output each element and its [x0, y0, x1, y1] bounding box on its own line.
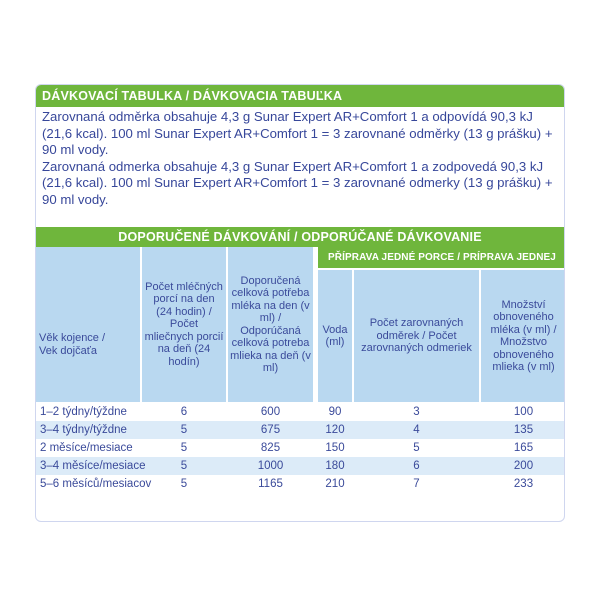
cell-scoops: 3 [413, 406, 420, 418]
cell-volume: 135 [513, 424, 534, 436]
cell-scoops: 6 [413, 460, 420, 472]
cell-feeds: 6 [180, 406, 188, 418]
col-header-volume [481, 270, 565, 402]
cell-water: 120 [325, 424, 345, 436]
table-row [36, 439, 565, 457]
description-block [36, 107, 564, 227]
dosage-table [36, 247, 565, 522]
cell-feeds: 5 [180, 478, 188, 490]
cell-total: 1000 [257, 460, 284, 472]
col-header-feeds [142, 247, 226, 402]
table-row [36, 457, 565, 475]
dosage-table-title: DÁVKOVACÍ TABULKA / DÁVKOVACIA TABUĽKA [36, 85, 564, 107]
cell-feeds: 5 [180, 424, 188, 436]
col-header-water-label: Voda (ml) [322, 323, 348, 348]
cell-scoops: 4 [413, 424, 420, 436]
cell-volume: 200 [513, 460, 534, 472]
dosage-table-panel [35, 84, 565, 522]
preparation-title: PŘÍPRAVA JEDNÉ PORCE / PRÍPRAVA JEDNEJ [318, 247, 565, 268]
table-row [36, 475, 565, 493]
cell-scoops: 5 [413, 442, 420, 454]
col-header-scoops [354, 270, 479, 402]
cell-water: 150 [325, 442, 345, 454]
cell-total: 675 [260, 424, 281, 436]
cell-age: 2 měsíce/mesiace [40, 442, 133, 454]
cell-scoops: 7 [413, 478, 420, 490]
cell-water: 90 [328, 406, 342, 418]
description-cz: Zarovnaná odměrka obsahuje 4,3 g Sunar Expert AR+Comfort 1 a odpovídá 90,3 kJ (21,6 kcal). 100 ml Sunar Expert AR+Comfort 1 = 3 zarovnané odměrky (13 g prášku) + 90 ml vody. [42, 109, 553, 157]
cell-feeds: 5 [180, 460, 188, 472]
cell-volume: 233 [513, 478, 534, 490]
col-header-total-label: Doporučená celková potřeba mléka na den (v ml) / Odporúčaná celková potreba mlieka na deň (v ml) [230, 274, 311, 374]
col-header-volume-label: Množství obnoveného mléka (v ml) / Množstvo obnoveného mlieka (v ml) [490, 298, 557, 373]
cell-total: 600 [260, 406, 281, 418]
col-header-feeds-label: Počet mléčných porcí na den (24 hodin) / Počet mliečnych porcií na deň (24 hodín) [144, 280, 224, 368]
cell-water: 180 [325, 460, 345, 472]
table-row [36, 403, 565, 421]
cell-volume: 165 [513, 442, 534, 454]
col-header-total [228, 247, 313, 402]
cell-age: 3–4 měsíce/mesiace [40, 460, 146, 472]
col-header-water [318, 270, 352, 402]
cell-age: 1–2 týdny/týždne [40, 406, 127, 418]
cell-feeds: 5 [180, 442, 188, 454]
cell-age: 3–4 týdny/týždne [40, 424, 127, 436]
cell-age: 5–6 měsíců/mesiacov [40, 478, 152, 490]
col-header-scoops-label: Počet zarovnaných odměrek / Počet zarovnaných odmeriek [361, 317, 472, 355]
cell-total: 1165 [258, 478, 283, 490]
recommended-dosage-title: DOPORUČENÉ DÁVKOVÁNÍ / ODPORÚČANÉ DÁVKOVANIE [36, 227, 564, 247]
cell-water: 210 [325, 478, 345, 490]
cell-volume: 100 [513, 406, 534, 418]
col-header-age-label: Věk kojence / Vek dojčaťa [39, 332, 106, 357]
cell-total: 825 [260, 442, 281, 454]
col-header-age [36, 247, 140, 402]
description-sk: Zarovnaná odmerka obsahuje 4,3 g Sunar Expert AR+Comfort 1 a zodpovedá 90,3 kJ (21,6 kcal). 100 ml Sunar Expert AR+Comfort 1 = 3 zarovnané odmerky (13 g prášku) + 90 ml vody. [42, 158, 553, 207]
table-row [36, 421, 565, 439]
